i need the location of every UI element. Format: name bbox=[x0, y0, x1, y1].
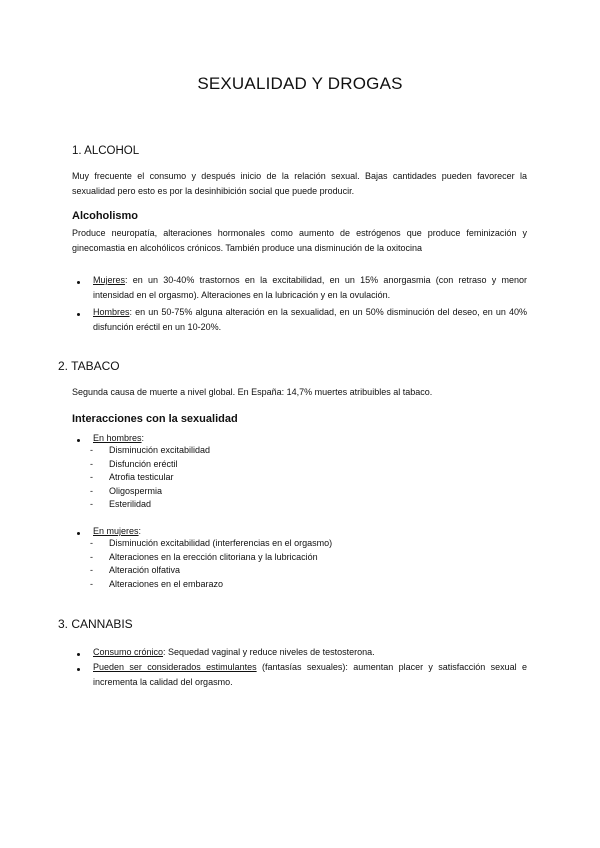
mujeres-suffix: : bbox=[138, 526, 142, 536]
list-item-text: Disminución excitabilidad bbox=[109, 445, 211, 455]
list-item bbox=[0, 458, 600, 472]
list-item-text: Disfunción eréctil bbox=[109, 458, 178, 469]
bullet-text: : en un 50-75% alguna alteración en la sexualidad, en un 50% disminución del deseo, en un 40% disfunción eréctil en un 10-20%. bbox=[93, 307, 527, 332]
bullet-text: : Sequedad vaginal y reduce niveles de testosterona. bbox=[163, 647, 375, 657]
dash-icon: - bbox=[90, 499, 93, 509]
list-item-text: Atrofia testicular bbox=[109, 472, 174, 482]
bullet-text: : en un 30-40% trastornos en la excitabilidad, en un 15% anorgasmia (con retraso y menor intensidad en el orgasmo). Alteraciones en la lubricación y en la ovulación. bbox=[93, 275, 527, 300]
bullet-icon bbox=[77, 653, 80, 656]
list-item-text: Alteración olfativa bbox=[109, 565, 181, 575]
dash-icon: - bbox=[90, 551, 93, 562]
alcoholismo-desc: Produce neuropatía, alteraciones hormonales como aumento de estrógenos que produce feminización y ginecomastia en alcohólicos crónicos. También produce una disminución de la oxitocina bbox=[72, 228, 527, 253]
list-item bbox=[0, 564, 600, 578]
dash-icon: - bbox=[90, 578, 93, 589]
hombres-suffix: : bbox=[141, 433, 145, 443]
list-item-text: Esterilidad bbox=[109, 499, 152, 509]
alcoholismo-heading: Alcoholismo bbox=[72, 210, 139, 222]
bullet-label: Pueden ser considerados estimulantes bbox=[93, 662, 257, 672]
list-item bbox=[0, 485, 600, 499]
list-item bbox=[0, 471, 600, 485]
bullet-text: (fantasías sexuales): aumentan placer y satisfacción sexual e incrementa la calidad del orgasmo. bbox=[93, 662, 527, 687]
mujeres-label: En mujeres bbox=[93, 526, 139, 536]
alcohol-intro: Muy frecuente el consumo y después inicio de la relación sexual. Bajas cantidades pueden favorecer la sexualidad pero esto es por la desinhibición social que puede producir. bbox=[72, 171, 527, 196]
interacciones-heading: Interacciones con la sexualidad bbox=[72, 413, 238, 425]
section-heading-cannabis: 3. CANNABIS bbox=[58, 617, 133, 631]
list-item bbox=[72, 645, 527, 660]
bullet-label: Hombres bbox=[93, 307, 130, 317]
dash-icon: - bbox=[90, 445, 93, 455]
section-heading-tabaco: 2. TABACO bbox=[58, 359, 120, 373]
alcohol-bullet-list bbox=[72, 273, 527, 335]
tabaco-intro: Segunda causa de muerte a nivel global. En España: 14,7% muertes atribuibles al tabaco. bbox=[72, 387, 433, 397]
list-item bbox=[72, 273, 527, 303]
list-item bbox=[0, 498, 600, 512]
list-item bbox=[0, 444, 600, 458]
bullet-icon bbox=[77, 281, 80, 284]
bullet-label: Consumo crónico bbox=[93, 647, 164, 657]
cannabis-bullet-list bbox=[72, 645, 527, 690]
list-item bbox=[72, 305, 527, 335]
dash-icon: - bbox=[90, 472, 93, 482]
bullet-icon bbox=[77, 668, 80, 671]
list-item bbox=[72, 660, 527, 690]
list-item bbox=[0, 578, 600, 592]
hombres-list bbox=[0, 444, 600, 514]
list-item-text: Alteraciones en la erección clitoriana y la lubricación bbox=[109, 551, 318, 562]
list-item bbox=[0, 551, 600, 565]
mujeres-list bbox=[0, 537, 600, 593]
list-item bbox=[0, 537, 600, 551]
bullet-icon bbox=[77, 439, 80, 442]
list-item-text: Disminución excitabilidad (interferencias en el orgasmo) bbox=[109, 538, 333, 548]
bullet-icon bbox=[77, 532, 80, 535]
list-item-text: Alteraciones en el embarazo bbox=[109, 578, 224, 589]
dash-icon: - bbox=[90, 538, 93, 548]
dash-icon: - bbox=[90, 565, 93, 575]
dash-icon: - bbox=[90, 485, 93, 496]
page-title: SEXUALIDAD Y DROGAS bbox=[197, 74, 403, 93]
bullet-label: Mujeres bbox=[93, 275, 126, 285]
list-item-text: Oligospermia bbox=[109, 485, 163, 496]
hombres-label: En hombres bbox=[93, 433, 142, 443]
section-heading-alcohol: 1. ALCOHOL bbox=[72, 145, 140, 157]
dash-icon: - bbox=[90, 458, 93, 469]
bullet-icon bbox=[77, 313, 80, 316]
